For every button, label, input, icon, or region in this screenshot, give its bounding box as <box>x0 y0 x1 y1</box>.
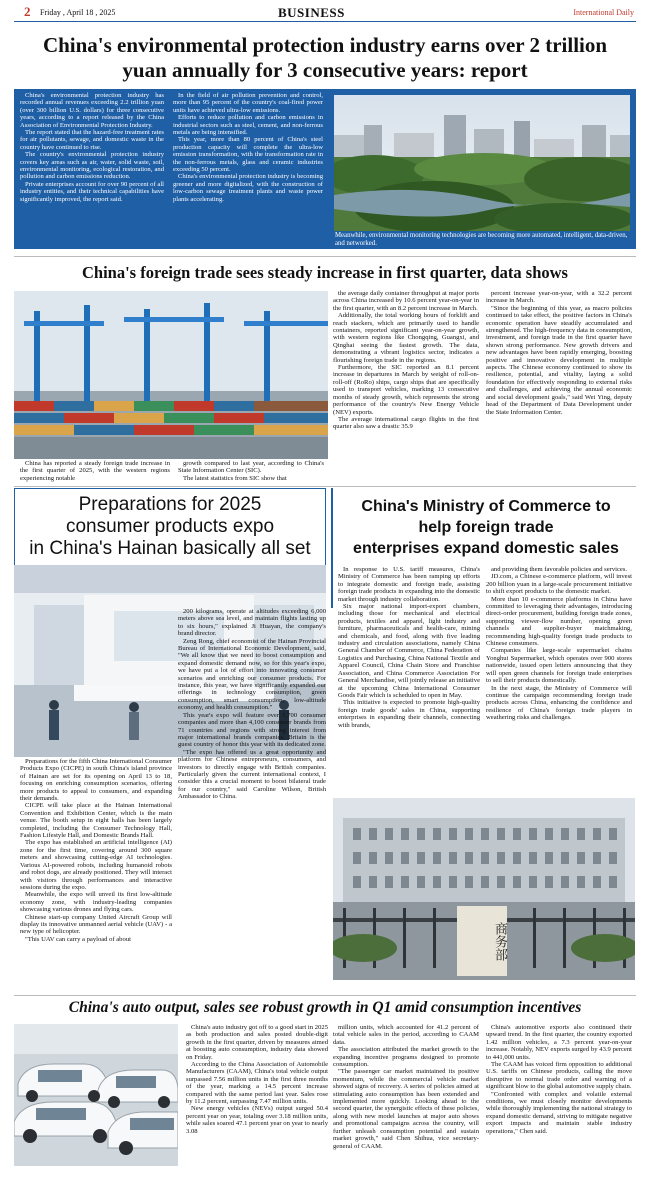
article1-headline: China's environmental protection industry earns over 2 trillion yuan annually for 3 consecutive years: report <box>42 33 608 82</box>
masthead <box>14 4 636 20</box>
article1-col1: China's environmental protection industry has recorded annual revenues exceeding 2.2 trillion yuan (over 300 billion U.S. dollars) for three consecutive years, according to a report released by the China Association of Environmental Protection Industry. The report stated that the hazard-free treatment rates for air pollutants, sewage, and domestic waste in the country have continued to rise. The country's environmental protection industry covers key areas such as air, water, solid waste, soil, environmental monitoring, ecological restoration, and pollution and carbon emissions reduction. Private enterprises account for over 90 percent of all industry entities, and their technical capabilities have significantly improved, the report said. <box>20 92 164 203</box>
article5-col3: China's automotive exports also continued their upward trend. In the first quarter, the country exported 1.42 million vehicles, a 7.3 percent year-on-year increase. Notably, NEV exports surged by 43.9 percent to 441,000 units. The CAAM has voiced firm opposition to additional U.S. tariffs on Chinese products, calling the move disruptive to normal trade order and warning of a significant blow to the global automotive supply chain. "Confronted with complex and volatile external conditions, we must closely monitor developments while thoroughly implementing the national strategy to expand domestic demand, striving to mitigate negative export impacts and maintain stable industry operations," Chen said. <box>486 1024 632 1135</box>
divider-2 <box>14 486 636 487</box>
article2-headline: China's foreign trade sees steady increase in first quarter, data shows <box>82 263 568 282</box>
issue-date: Friday , April 18 , 2025 <box>40 8 116 17</box>
divider-3 <box>14 995 636 996</box>
article3-headline: Preparations for 2025 consumer products expo in China's Hainan basically all set <box>29 494 311 559</box>
article2-col4: percent increase year-on-year, with a 32.2 percent increase in March. "Since the beginning of this year, as macro policies continued to take effect, the positive factors in China's economic operation have steadily accumulated and strengthened. The high-frequency data in consumption, investment, and foreign trade in the first quarter have shown strong performance. New growth drivers and new advantages have been rapidly emerging, boosting positive and innovative development in multiple aspects. The Chinese economy continued to show its resilience, potential, and vitality, laying a solid foundation for effectively responding to external risks and challenges, and achieving the annual economic and social development goals," said Wei Ying, deputy head of the Department of Data Development under the State Information Center. <box>486 290 632 416</box>
article5-col1: China's auto industry got off to a good start in 2025 as both production and sales posted double-digit growth in the first quarter, driven by measures aimed at boosting auto consumption, industry data showed on Friday. According to the China Association of Automobile Manufacturers (CAAM), China's total vehicle output surpassed 7.56 million units in the first three months of the year, marking a 14.5 percent increase compared with the same period last year. Sales rose by 11.2 percent, surpassing 7.47 million units. New energy vehicles (NEVs) output surged 50.4 percent year on year, totaling over 3.18 million units, while sales soared 47.1 percent year on year to nearly 3.08 <box>186 1024 328 1135</box>
publication-name: International Daily <box>573 8 634 17</box>
article4-headline: China's Ministry of Commerce to help foreign trade enterprises expand domestic sales <box>353 498 619 557</box>
article3-col1: Preparations for the fifth China International Consumer Products Expo (CICPE) in south China's island province of Hainan are set for its opening on April 13 to 18, focusing on enriching consumption scenarios, offering more products to appeal to consumers, and expanding their demands. CICPE will take place at the Hainan International Convention and Exhibition Center, which is the main venue. The booth setup in eight halls has been largely completed, including the Consumer Technology Hall, Fashion Lifestyle Hall, and Domestic Brands Hall. The expo has established an artificial intelligence (AI) zone for the first time, covering around 300 square meters and showcasing cutting-edge AI technologies. Various AI-powered robots, including humanoid robots and robot dogs, are already positioned. They will interact with visitors through performances and interactive sessions during the expo. Meanwhile, the expo will unveil its first low-altitude economy zone, with industry-leading companies showcasing various drones and flying cars. Chinese start-up company United Aircraft Group will display its innovative unmanned aerial vehicle (UAV) - a new type of helicopter. "This UAV can carry a payload of about <box>20 758 172 943</box>
article4-col2: and providing them favorable policies and services. JD.com, a Chinese e-commerce platform, will invest 200 billion yuan in a large-scale procurement initiative to shift export products to the domestic market. More than 10 e-commerce platforms in China have committed to leveraging their advantages, introducing direct-order procurement, building foreign trade zones, supporting viewer-flow number, opening green channels and supplier-buyer matchmaking, recommending high-quality foreign trade products to Chinese consumers. Companies like large-scale supermarket chains Yonghui Supermarket, which operates over 900 stores nationwide, issued open letters announcing that they will open green channels for foreign trade enterprises to sell their products domestically. In the next stage, the Ministry of Commerce will continue the campaign recommending foreign trade products across China, enhancing the confidence and resilience of China's foreign trade players in weathering risks and challenges. <box>486 566 632 722</box>
cars-lot-photo <box>14 1024 178 1166</box>
city-park-photo <box>334 95 630 231</box>
ministry-building-photo <box>333 798 635 980</box>
article5-headline: China's auto output, sales see robust growth in Q1 amid consumption incentives <box>68 999 582 1016</box>
section-name: BUSINESS <box>278 5 345 20</box>
ministry-sign: 商务部 <box>492 921 507 961</box>
page-number: 2 <box>24 4 31 19</box>
article2-col3: the average daily container throughput at major ports across China increased by 10.6 percent year-on-year in the first quarter, with an 8.2 percent increase in March. Additionally, the total working hours of forklift and reach stackers, which are primarily used to handle containers, reported significant year-on-year growth, with western regions like Chongqing, Guangxi, and Qinghai seeing the fastest growth. The data, demonstrating a vibrant logistics sector, indicates a flourishing foreign trade in the regions. Furthermore, the SIC reported an 8.1 percent increase in departures in March by weight of roll-on-roll-off (RoRo) ships, cargo ships that are specifically used to transport vehicles, marking 13 consecutive months of steady growth, which represents the strong performance of the country's New Energy Vehicle (NEV) exports. The average international cargo flights in the first quarter also saw a drastic 35.9 <box>333 290 479 431</box>
article2-col1: China has reported a steady foreign trade increase in the first quarter of 2025, with the western regions experiencing notable <box>20 460 170 482</box>
divider-1 <box>14 256 636 257</box>
article3-col2: 200 kilograms, operate at altitudes exceeding 6,000 meters above sea level, and maintain flights lasting up to six hours," explained Ji Huayan, the company's brand director. Zeng Rong, chief economist of the Hainan Provincial Bureau of International Economic Development, said, "We all know that we need to boost consumption and expand domestic demand now, so for this year's expo, we have put a lot of effort into innovating consumer scenarios and enriching our consumer products. For instance, this year, we have significantly expanded our offerings in technology consumption, green consumption, smart consumption, low-altitude economy, and health consumption." This year's expo will feature over 1,700 consumer companies and more than 4,100 consumer brands from 71 countries and regions with strong interest from major international brands companies. Britain is the guest country of honor this year with its dedicated zone. "The expo has offered us a great opportunity and platform for Chinese entrepreneurs, consumers, and investors to directly engage with British companies. Particularly given the current international context, I consider this a crucial moment to boost bilateral trade for our country," said Caroline Wilson, British Ambassador to China. <box>178 608 326 801</box>
port-container-photo <box>14 291 328 459</box>
article4-accent-bar <box>331 488 333 608</box>
article1-col2: In the field of air pollution prevention and control, more than 95 percent of the country's coal-fired power units have achieved ultra-low emissions. Efforts to reduce pollution and carbon emissions in industrial sectors such as steel, cement, and non-ferrous metals are being intensified. This year, more than 80 percent of China's steel production capacity will complete the ultra-low emission transformation, with the transformation rate in the non-ferrous metals, glass and ceramic industries exceeding 50 percent. China's environmental protection industry is becoming greener and more digitalized, with the construction of low-carbon sewage treatment plants and waste power plants accelerating. <box>173 92 323 203</box>
article4-col1: In response to U.S. tariff measures, China's Ministry of Commerce has been ramping up efforts to integrate domestic and foreign trade, assisting foreign trade products in expanding into the domestic market through industry collaboration. Six major national import-export chambers, including those for mechanical and electrical products, textiles and apparel, light industry and furniture, pharmaceuticals and health-care, mining and chemicals, and food, along with five leading industry and circulation associations, namely China General Chamber of Commerce, China Federation of Logistics and Purchasing, China National Textile and Apparel Council, China Chain Store and Franchise Association, and China Commerce Association For General Merchandise, will jointly release an initiative at the upcoming China International Consumer Goods Fair which is scheduled to open in May. This initiative is expected to promote high-quality foreign trade goods' sales in China, supporting enterprises in expanding their channels, connecting with brands, <box>338 566 480 729</box>
article2-col2: growth compared to last year, according to China's State Information Center (SIC). The latest statistics from SIC show that <box>178 460 324 482</box>
masthead-rule <box>14 21 636 22</box>
article1-caption: Meanwhile, environmental monitoring technologies are becoming more automated, intelligent, data-driven, and networked. <box>335 232 628 247</box>
article5-col2: million units, which accounted for 41.2 percent of total vehicle sales in the period, according to CAAM data. The association attributed the market growth to the expanding incentive programs designed to promote consumption. "The passenger car market maintained its positive momentum, while the commercial vehicle market showed signs of recovery. A series of policies aimed at stimulating auto consumption has been extended and implemented more quickly. Looking ahead to the second quarter, the synergistic effects of these policies, along with new model launches at major auto shows and promotional campaigns across the country, will further unleash consumption potential and sustain market growth," said Chen Shihua, vice secretary-general of CAAM. <box>333 1024 479 1150</box>
